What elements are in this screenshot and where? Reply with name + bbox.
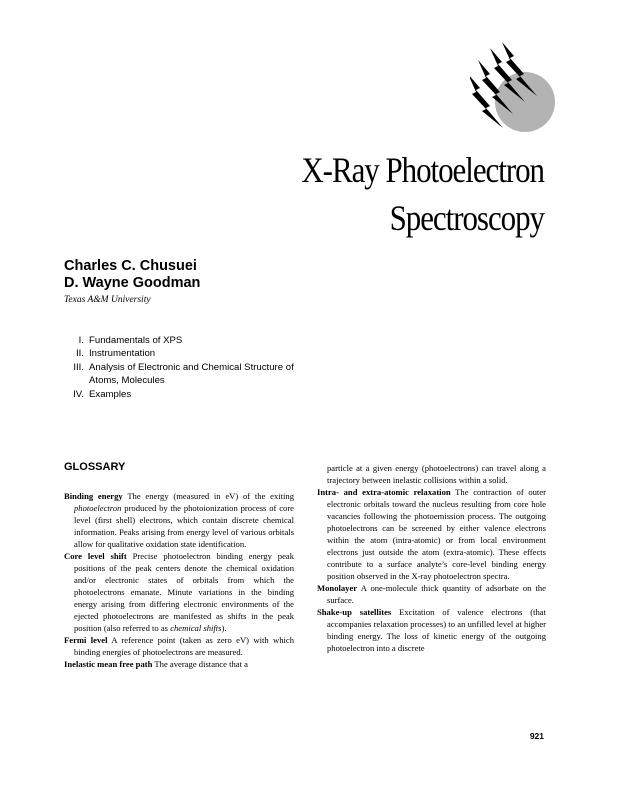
glossary-term: Monolayer — [317, 583, 358, 593]
glossary-entry-core-level-shift — [64, 550, 294, 634]
author-name: D. Wayne Goodman — [64, 275, 201, 291]
author-block — [64, 258, 200, 305]
glossary-definition: The average distance that a — [154, 659, 248, 669]
glossary-column-right — [317, 462, 546, 654]
glossary-heading: GLOSSARY — [64, 461, 126, 473]
glossary-definition: particle at a given energy (photoelectrons) can travel along a trajectory between inelastic collisions within a solid. — [327, 463, 546, 485]
outline-number: III. — [73, 361, 84, 373]
glossary-column-left — [64, 490, 294, 670]
outline-text: Fundamentals of XPS — [89, 335, 183, 346]
chapter-title-line-1: X-Ray Photoelectron — [301, 150, 544, 190]
chapter-title-line-2: Spectroscopy — [389, 198, 544, 238]
author-name: Charles C. Chusuei — [64, 258, 197, 274]
glossary-term: Fermi level — [64, 635, 108, 645]
outline-number: IV. — [73, 388, 84, 400]
glossary-definition: Precise photoelectron binding energy peak positions of the peak centers denote the chemical oxidation and/or electronic states of orbitals from which the photoelectrons emanate. Minute variations in the binding energy arising from differing electronic environments of the ejected photoelectrons are manifested as shifts in the peak position (also referred to as — [74, 551, 294, 633]
glossary-definition: ). — [221, 623, 227, 633]
glossary-entry-imfp-continued — [317, 462, 546, 486]
outline-item — [64, 334, 324, 347]
outline-text: Instrumentation — [89, 348, 156, 360]
xray-logo-icon — [470, 40, 560, 135]
glossary-entry-binding-energy — [64, 490, 294, 550]
glossary-emphasis: chemical shifts — [170, 623, 222, 633]
glossary-definition: Excitation of valence electrons (that accompanies relaxation processes) to an unfilled level at higher binding energy. The loss of kinetic energy of the outgoing photoelectron into a discrete — [327, 607, 546, 653]
glossary-definition: A one-molecule thick quantity of adsorbate on the surface. — [327, 583, 546, 605]
glossary-term: Shake-up satellites — [317, 607, 392, 617]
glossary-entry-fermi-level — [64, 634, 294, 658]
glossary-definition: produced by the photoionization process of core level (first shell) electrons, which contain discrete chemical information. Peaks arising from energy level of various orbitals allow for qualitative oxidation state identification. — [74, 503, 294, 549]
glossary-term: Binding energy — [64, 491, 123, 501]
author-affiliation: Texas A&M University — [64, 295, 151, 305]
chapter-title — [234, 146, 544, 242]
outline-item — [64, 361, 324, 388]
glossary-term: Inelastic mean free path — [64, 659, 153, 669]
glossary-definition: The contraction of outer electronic orbitals toward the nucleus resulting from core hole vacancies following the photoemission process. The outgoing photoelectrons can be screened by either valence electrons within the atom (intra-atomic) or from local environment electrons just outside the atom (extra-atomic). These effects contribute to a surface analyte’s core-level binding energy position observed in the X-ray photoelectron spectra. — [327, 487, 546, 581]
outline-text: Examples — [89, 388, 132, 400]
glossary-term: Core level shift — [64, 551, 127, 561]
outline-item — [64, 347, 324, 360]
glossary-entry-monolayer — [317, 582, 546, 606]
outline-text: Analysis of Electronic and Chemical Structure of Atoms, Molecules — [89, 361, 294, 387]
glossary-definition: The energy (measured in eV) of the exiting — [127, 491, 294, 501]
outline-item — [64, 388, 324, 401]
glossary-definition: A reference point (taken as zero eV) with which binding energies of photoelectrons are measured. — [74, 635, 294, 657]
page-number: 921 — [529, 731, 544, 741]
outline-number: I. — [78, 335, 84, 346]
glossary-emphasis: photoelectron — [74, 503, 122, 513]
glossary-entry-shake-up — [317, 606, 546, 654]
glossary-term: Intra- and extra-atomic relaxation — [317, 487, 451, 497]
chapter-outline — [64, 334, 324, 401]
glossary-entry-imfp — [64, 658, 294, 670]
glossary-entry-relaxation — [317, 486, 546, 582]
outline-number: II. — [76, 348, 84, 360]
